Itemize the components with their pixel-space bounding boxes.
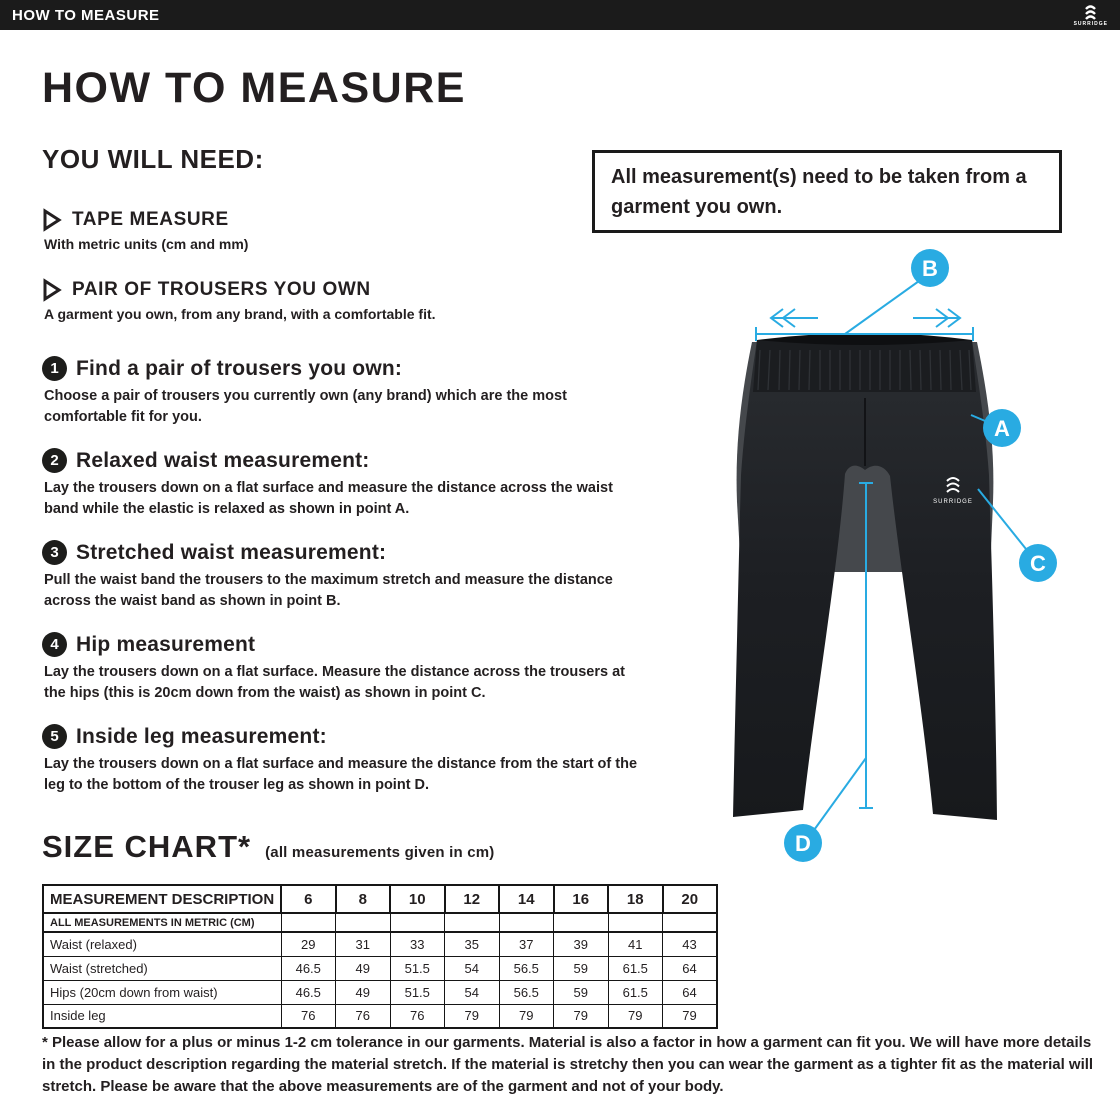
table-header-cell: 14 — [499, 885, 554, 913]
row-value: 51.5 — [390, 956, 445, 980]
surridge-logo — [1074, 5, 1108, 27]
table-header-cell: 10 — [390, 885, 445, 913]
need-title: TAPE MEASURE — [72, 209, 229, 230]
step-item — [42, 356, 654, 428]
need-item — [42, 278, 582, 322]
table-empty-cell — [663, 913, 718, 932]
trousers-waistband — [753, 340, 976, 392]
you-will-need-heading: YOU WILL NEED: — [42, 144, 264, 174]
surridge-s-icon — [1082, 5, 1099, 21]
row-value: 61.5 — [608, 980, 663, 1004]
row-value: 76 — [336, 1004, 391, 1028]
svg-text:A: A — [994, 416, 1010, 441]
size-chart-title: SIZE CHART* — [42, 829, 252, 864]
step-title: Inside leg measurement: — [76, 724, 327, 748]
table-empty-cell — [554, 913, 609, 932]
row-value: 79 — [554, 1004, 609, 1028]
row-value: 79 — [445, 1004, 500, 1028]
point-D-callout — [784, 824, 822, 862]
table-header-cell: 6 — [281, 885, 336, 913]
row-value: 54 — [445, 980, 500, 1004]
svg-text:B: B — [922, 256, 938, 281]
row-value: 59 — [554, 980, 609, 1004]
table-header-cell: MEASUREMENT DESCRIPTION — [43, 885, 281, 913]
table-header-cell: 18 — [608, 885, 663, 913]
table-row — [43, 980, 717, 1004]
note-text: All measurement(s) need to be taken from a garment you own. — [611, 165, 1027, 218]
step-title: Stretched waist measurement: — [76, 540, 387, 564]
table-header-cell: 8 — [336, 885, 391, 913]
size-chart-table — [42, 884, 718, 1029]
step-number-badge: 5 — [42, 724, 67, 749]
step-item — [42, 540, 654, 612]
step-body: Lay the trousers down on a flat surface and measure the distance from the start of the leg to the bottom of the trouser leg as shown in point D. — [44, 756, 638, 794]
row-value: 76 — [281, 1004, 336, 1028]
table-empty-cell — [608, 913, 663, 932]
row-label: Waist (relaxed) — [43, 932, 281, 956]
row-value: 35 — [445, 932, 500, 956]
row-value: 64 — [663, 956, 718, 980]
need-title: PAIR OF TROUSERS YOU OWN — [72, 279, 371, 300]
row-value: 49 — [336, 956, 391, 980]
table-row — [43, 932, 717, 956]
step-title: Find a pair of trousers you own: — [76, 356, 403, 380]
triangle-bullet-icon — [42, 278, 62, 302]
table-header-cell: 16 — [554, 885, 609, 913]
table-empty-cell — [336, 913, 391, 932]
top-bar — [0, 0, 1120, 30]
size-chart-heading — [42, 829, 495, 865]
connector-D — [809, 758, 866, 837]
step-number-badge: 4 — [42, 632, 67, 657]
row-value: 54 — [445, 956, 500, 980]
table-header-cell: 12 — [445, 885, 500, 913]
surridge-wordmark: SURRIDGE — [1073, 21, 1108, 27]
row-value: 43 — [663, 932, 718, 956]
table-empty-cell — [390, 913, 445, 932]
step-number-badge: 3 — [42, 540, 67, 565]
row-value: 59 — [554, 956, 609, 980]
point-B-callout — [911, 249, 949, 287]
table-subheader-cell: ALL MEASUREMENTS IN METRIC (CM) — [43, 913, 281, 932]
row-value: 56.5 — [499, 980, 554, 1004]
row-value: 76 — [390, 1004, 445, 1028]
table-row — [43, 956, 717, 980]
row-value: 41 — [608, 932, 663, 956]
table-row — [43, 1004, 717, 1028]
step-item — [42, 632, 654, 704]
step-body: Choose a pair of trousers you currently own (any brand) which are the most comfortable fit for you. — [44, 388, 567, 426]
table-header-row — [43, 885, 717, 913]
row-label: Inside leg — [43, 1004, 281, 1028]
point-A-callout — [983, 409, 1021, 447]
table-header-cell: 20 — [663, 885, 718, 913]
row-value: 39 — [554, 932, 609, 956]
trousers-measurement-diagram — [700, 240, 1070, 870]
step-title: Relaxed waist measurement: — [76, 448, 370, 472]
row-value: 31 — [336, 932, 391, 956]
svg-text:C: C — [1030, 551, 1046, 576]
row-value: 37 — [499, 932, 554, 956]
row-value: 79 — [663, 1004, 718, 1028]
table-empty-cell — [445, 913, 500, 932]
row-value: 56.5 — [499, 956, 554, 980]
svg-text:D: D — [795, 831, 811, 856]
step-number-badge: 2 — [42, 448, 67, 473]
row-value: 64 — [663, 980, 718, 1004]
row-label: Waist (stretched) — [43, 956, 281, 980]
need-subtitle: A garment you own, from any brand, with a comfortable fit. — [44, 306, 436, 322]
steps-list — [42, 356, 654, 816]
note-box — [592, 150, 1062, 233]
connector-B — [845, 276, 926, 334]
row-value: 51.5 — [390, 980, 445, 1004]
row-value: 46.5 — [281, 956, 336, 980]
need-item — [42, 208, 582, 252]
step-item — [42, 724, 654, 796]
row-value: 29 — [281, 932, 336, 956]
step-body: Pull the waist band the trousers to the maximum stretch and measure the distance across the waist band as shown in point B. — [44, 572, 613, 610]
size-chart-subtitle: (all measurements given in cm) — [265, 844, 495, 861]
step-item — [42, 448, 654, 520]
you-will-need-list — [42, 208, 582, 348]
row-value: 46.5 — [281, 980, 336, 1004]
row-value: 79 — [608, 1004, 663, 1028]
table-empty-cell — [281, 913, 336, 932]
footnote-text: * Please allow for a plus or minus 1-2 cm tolerance in our garments. Material is also a factor in how a garment can fit you. We will have more details in the product description regarding the material stretch. If the material is stretchy then you can wear the garment as a tighter fit as the material will stretch. Please be aware that the above measurements are of the garment and not of your body. — [42, 1034, 1094, 1095]
row-value: 49 — [336, 980, 391, 1004]
step-body: Lay the trousers down on a flat surface and measure the distance across the waist band while the elastic is relaxed as shown in point A. — [44, 480, 613, 518]
need-subtitle: With metric units (cm and mm) — [44, 236, 249, 252]
step-body: Lay the trousers down on a flat surface. Measure the distance across the trousers at the hips (this is 20cm down from the waist) as shown in point C. — [44, 664, 625, 702]
row-label: Hips (20cm down from waist) — [43, 980, 281, 1004]
step-title: Hip measurement — [76, 632, 256, 656]
trousers-brand-text: SURRIDGE — [933, 499, 973, 505]
row-value: 33 — [390, 932, 445, 956]
top-bar-title: HOW TO MEASURE — [12, 6, 160, 24]
point-C-callout — [1019, 544, 1057, 582]
step-number-badge: 1 — [42, 356, 67, 381]
page-title: HOW TO MEASURE — [42, 64, 466, 112]
table-empty-cell — [499, 913, 554, 932]
row-value: 61.5 — [608, 956, 663, 980]
row-value: 79 — [499, 1004, 554, 1028]
table-subheader-row — [43, 913, 717, 932]
triangle-bullet-icon — [42, 208, 62, 232]
